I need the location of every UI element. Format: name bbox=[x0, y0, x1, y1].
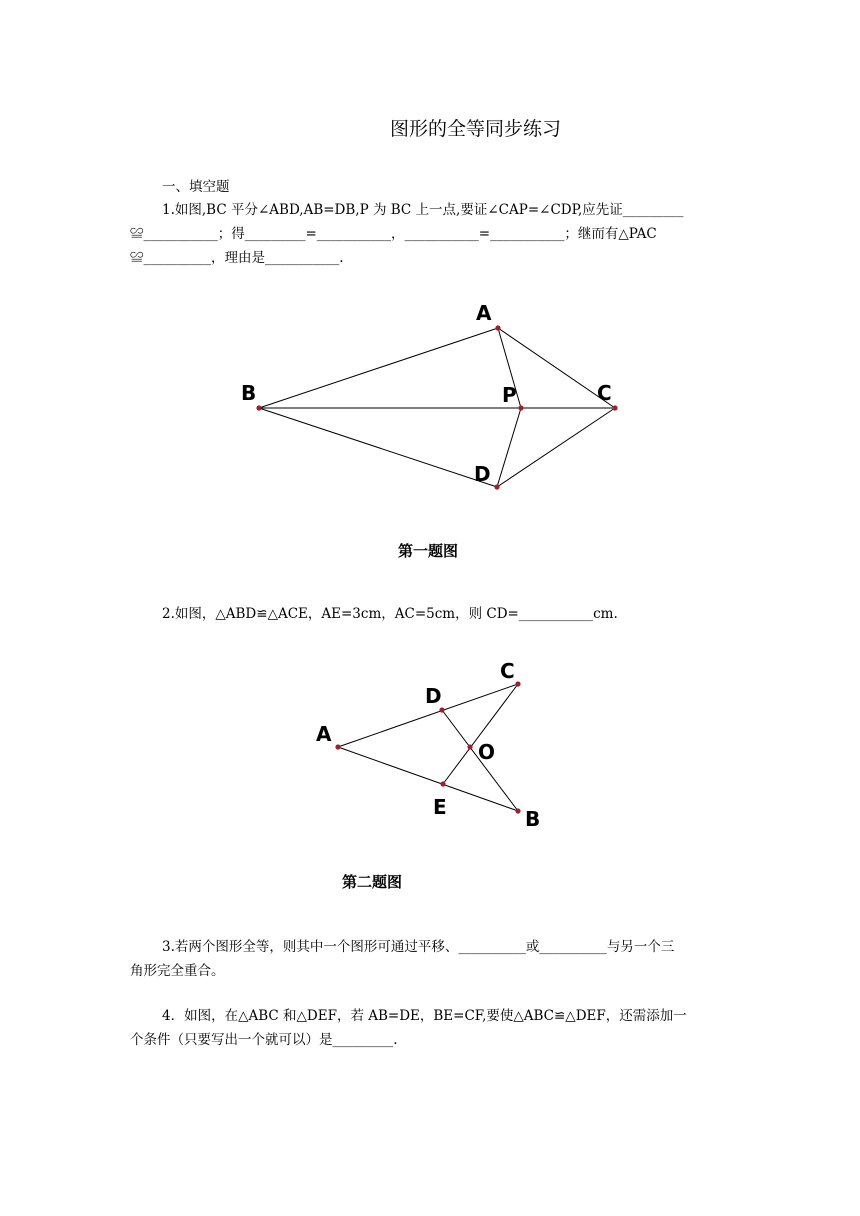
figure-2-caption: 第二题图 bbox=[342, 873, 403, 891]
question-4-line-2: 个条件（只要写出一个就可以）是_________. bbox=[130, 1032, 398, 1048]
label-b: B bbox=[241, 381, 257, 405]
label-d: D bbox=[474, 462, 491, 486]
label-b: B bbox=[525, 807, 541, 831]
question-2: 2.如图，△ABD≌△ACE，AE=3cm，AC=5cm，则 CD=___________cm. bbox=[162, 606, 618, 622]
point-a bbox=[335, 744, 340, 749]
label-e: E bbox=[433, 795, 447, 819]
label-a: A bbox=[476, 301, 492, 325]
point-o bbox=[467, 744, 472, 749]
point-b bbox=[256, 405, 261, 410]
figure-1 bbox=[241, 301, 618, 490]
figure-2 bbox=[316, 659, 540, 831]
label-a: A bbox=[316, 722, 332, 746]
page-title: 图形的全等同步练习 bbox=[390, 118, 562, 140]
point-d bbox=[439, 707, 444, 712]
point-e bbox=[440, 781, 445, 786]
label-d: D bbox=[425, 684, 442, 708]
point-c bbox=[515, 681, 520, 686]
segment-dc bbox=[497, 408, 615, 487]
label-p: P bbox=[502, 383, 517, 407]
question-4-line-1: 4．如图，在△ABC 和△DEF，若 AB=DE，BE=CF,要使△ABC≌△DEF，还需添加一 bbox=[162, 1008, 687, 1024]
label-c: C bbox=[597, 381, 612, 405]
question-1-line-1: 1.如图,BC 平分∠ABD,AB=DB,P 为 BC 上一点,要证∠CAP=∠CDP,应先证_________ bbox=[162, 202, 684, 218]
point-p bbox=[518, 405, 523, 410]
point-d bbox=[494, 484, 499, 489]
segment-bd bbox=[259, 408, 497, 487]
label-c: C bbox=[500, 659, 515, 683]
label-o: O bbox=[478, 740, 496, 764]
question-1-line-2: ≌___________；得_________=___________，___________=___________；继而有△PAC bbox=[130, 226, 657, 242]
point-c bbox=[612, 405, 617, 410]
segment-ec bbox=[443, 684, 518, 784]
question-1-line-3: ≌__________，理由是___________. bbox=[130, 250, 344, 266]
segment-dp bbox=[497, 408, 521, 487]
point-b bbox=[515, 808, 520, 813]
question-3-line-2: 角形完全重合。 bbox=[130, 963, 225, 979]
segment-ba bbox=[259, 328, 498, 408]
section-heading: 一、填空题 bbox=[162, 179, 230, 195]
point-a bbox=[495, 325, 500, 330]
figure-1-caption: 第一题图 bbox=[398, 542, 459, 560]
question-3-line-1: 3.若两个图形全等，则其中一个图形可通过平移、__________或__________与另一个三 bbox=[162, 939, 675, 955]
